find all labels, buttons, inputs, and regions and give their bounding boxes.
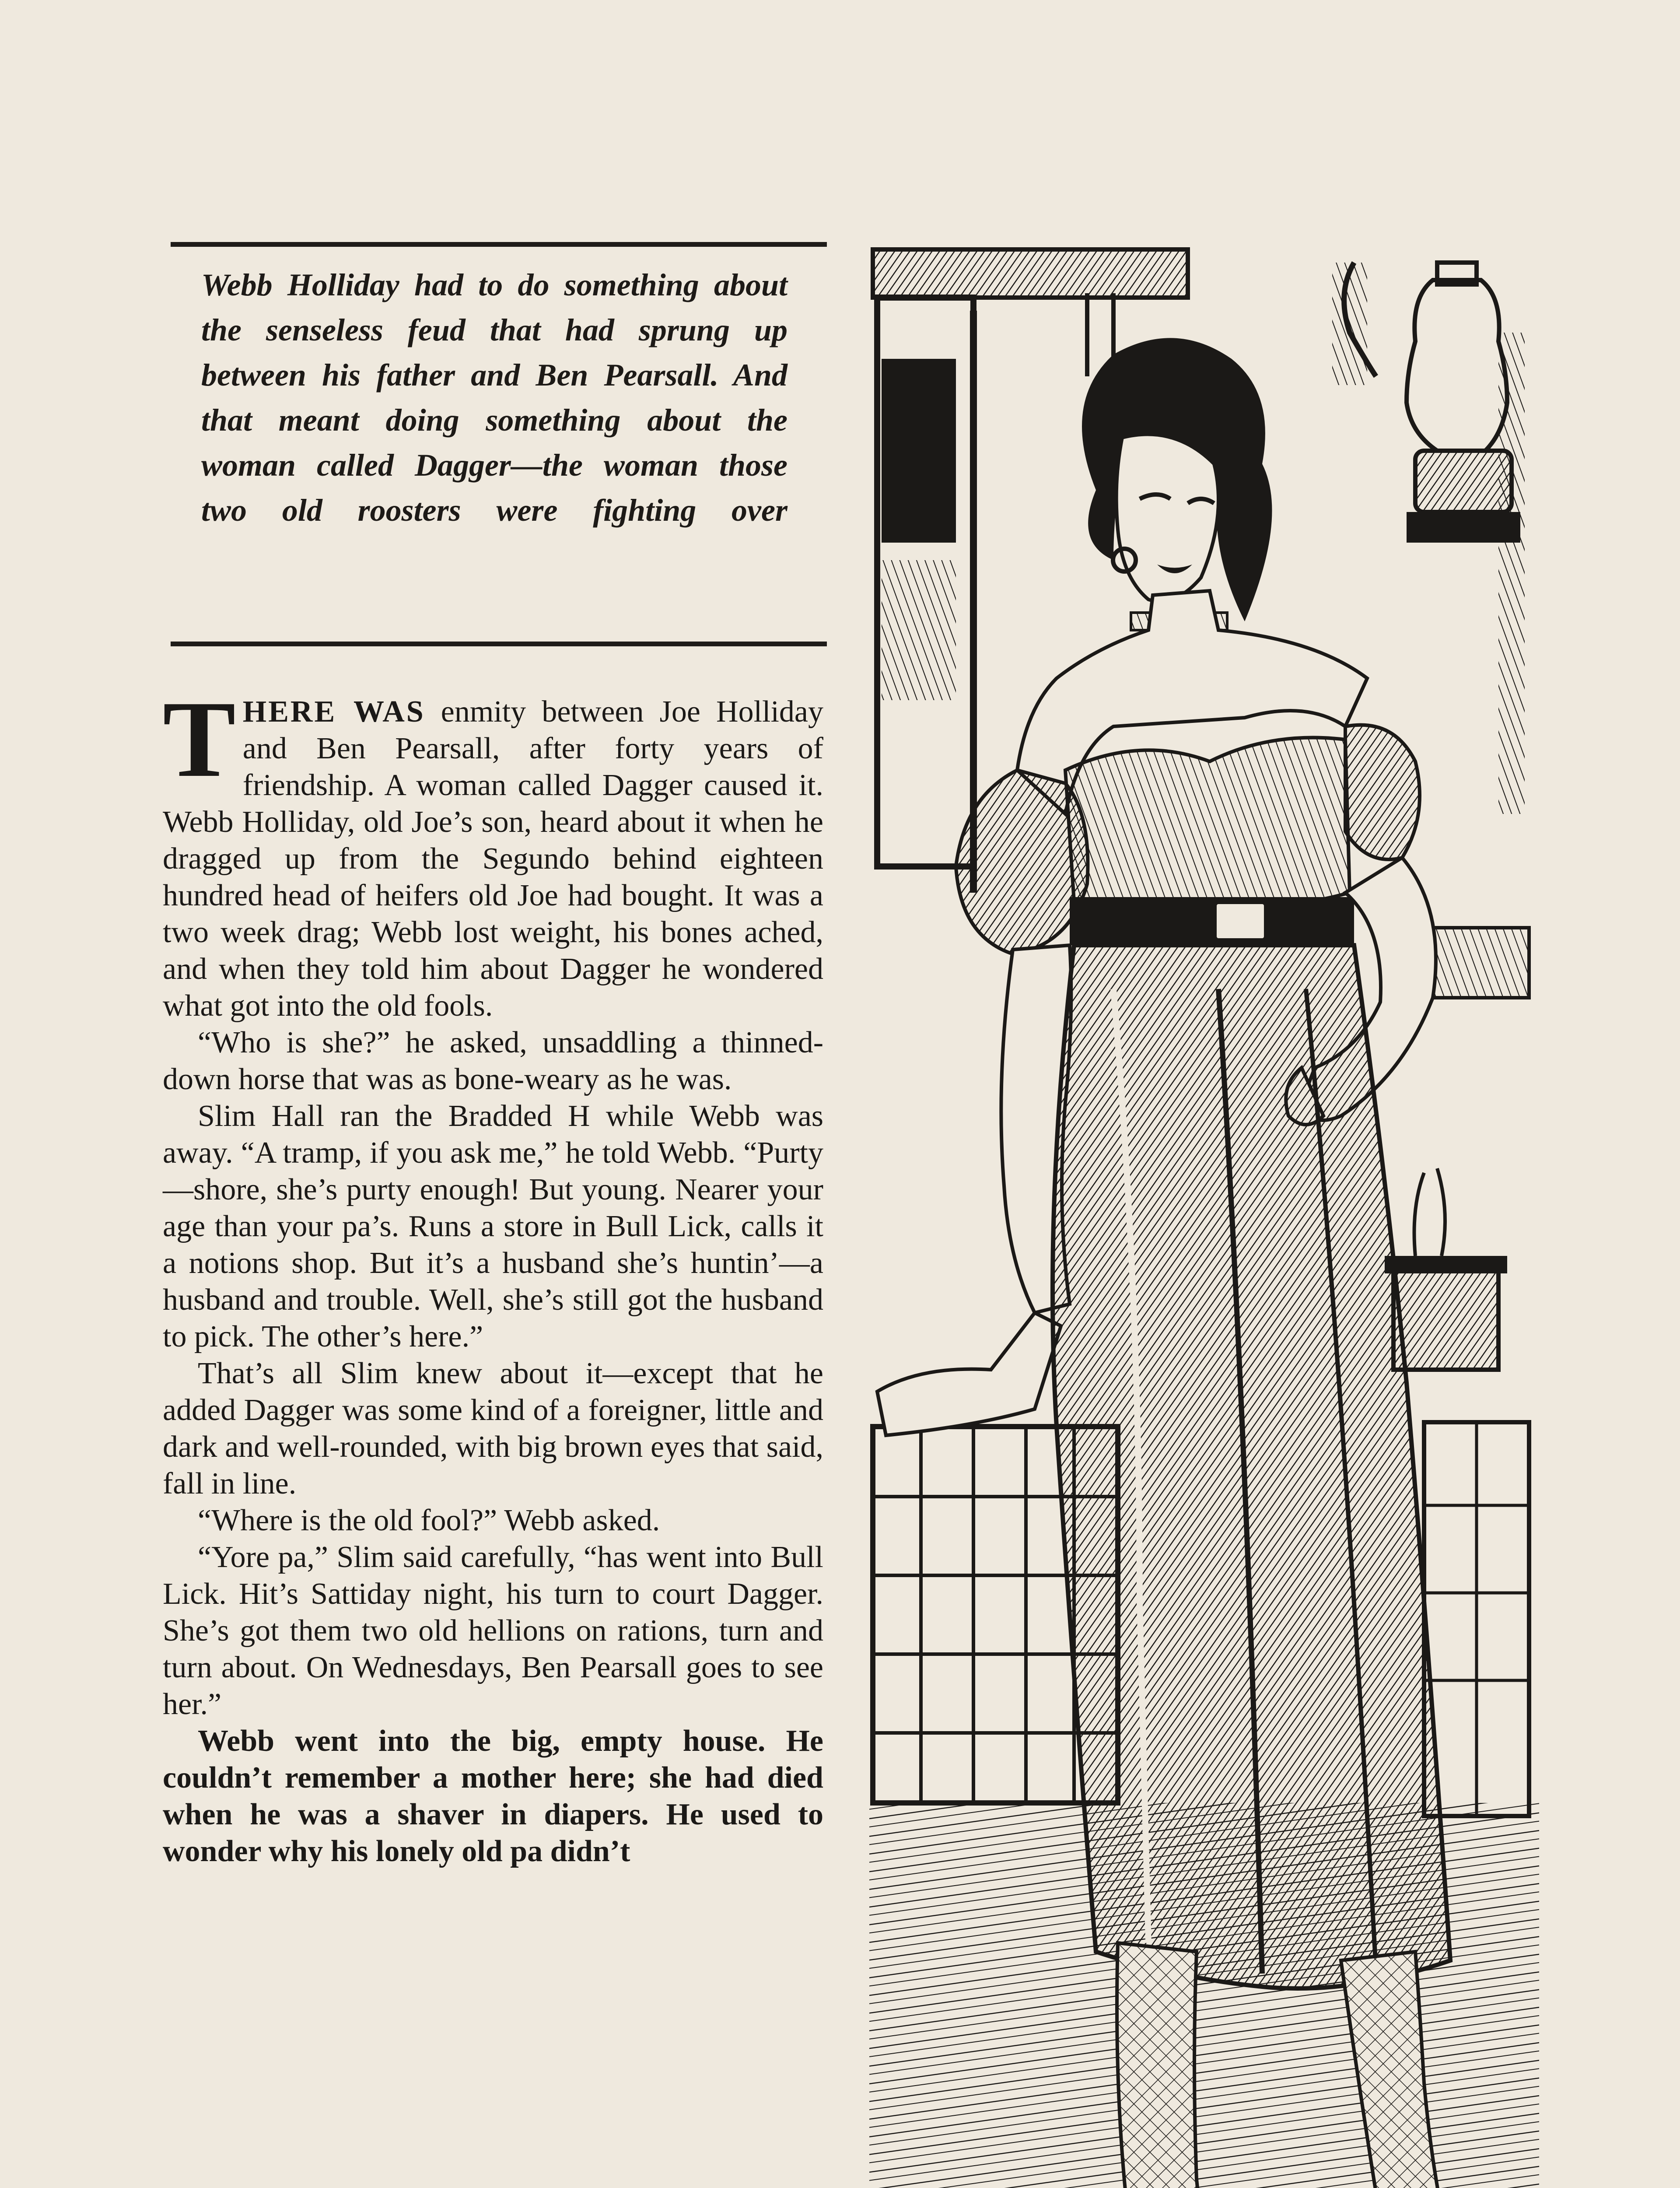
story-paragraph-3: Slim Hall ran the Bradded H while Webb was away. “A tramp, if you ask me,” he told Webb. “Purty—shore, she’s purty enough! But young. Nearer your age than your pa’s. Runs a store in Bull Lick, calls it a notions shop. But it’s a husband she’s huntin’—a husband and trouble. Well, she’s still got the husband to pick. The other’s here.”	[163, 1099, 823, 1353]
story-paragraph-5: “Where is the old fool?” Webb asked.	[198, 1504, 660, 1537]
story-illustration	[868, 245, 1540, 2188]
lead-in-caps: HERE WAS	[242, 695, 425, 729]
blurb-top-rule	[171, 242, 827, 247]
story-paragraph-4: That’s all Slim knew about it—except that he added Dagger was some kind of a foreigner, little and dark and well-rounded, with big brown eyes that said, fall in line.	[163, 1357, 823, 1501]
drop-cap: T	[163, 679, 236, 800]
paragraph-text: enmity between Joe Holliday and Ben Pearsall, after forty years of friendship. A woman called Dagger caused it. Webb Holliday, old Joe’s son, heard about it when he dragged up from the Segundo behind eighteen hundred head of heifers old Joe had bought. It was a two week drag; Webb lost weight, his bones ached, and when they told him about Dagger he wondered what got into the old fools.	[163, 695, 824, 1023]
story-text	[163, 679, 824, 1870]
story-paragraph-7: Webb went into the big, empty house. He couldn’t remember a mother here; she had died when he was a shaver in diapers. He used to wonder why his lonely old pa didn’t	[163, 1724, 823, 1868]
story-paragraph-1	[163, 679, 824, 1024]
story-paragraph-2: “Who is she?” he asked, unsaddling a thinned-down horse that was as bone-weary as he was.	[163, 1026, 823, 1096]
story-paragraph-6: “Yore pa,” Slim said carefully, “has went into Bull Lick. Hit’s Sattiday night, his turn to court Dagger. She’s got them two old hellions on rations, turn and turn about. On Wednesdays, Ben Pearsall goes to see her.”	[163, 1540, 823, 1721]
blurb-bottom-rule	[171, 642, 827, 646]
story-blurb: Webb Holliday had to do something about the senseless feud that had sprung up between his father and Ben Pearsall. And that meant doing something about the woman called Dagger—the woman those two old roosters were fighting over	[201, 267, 788, 528]
